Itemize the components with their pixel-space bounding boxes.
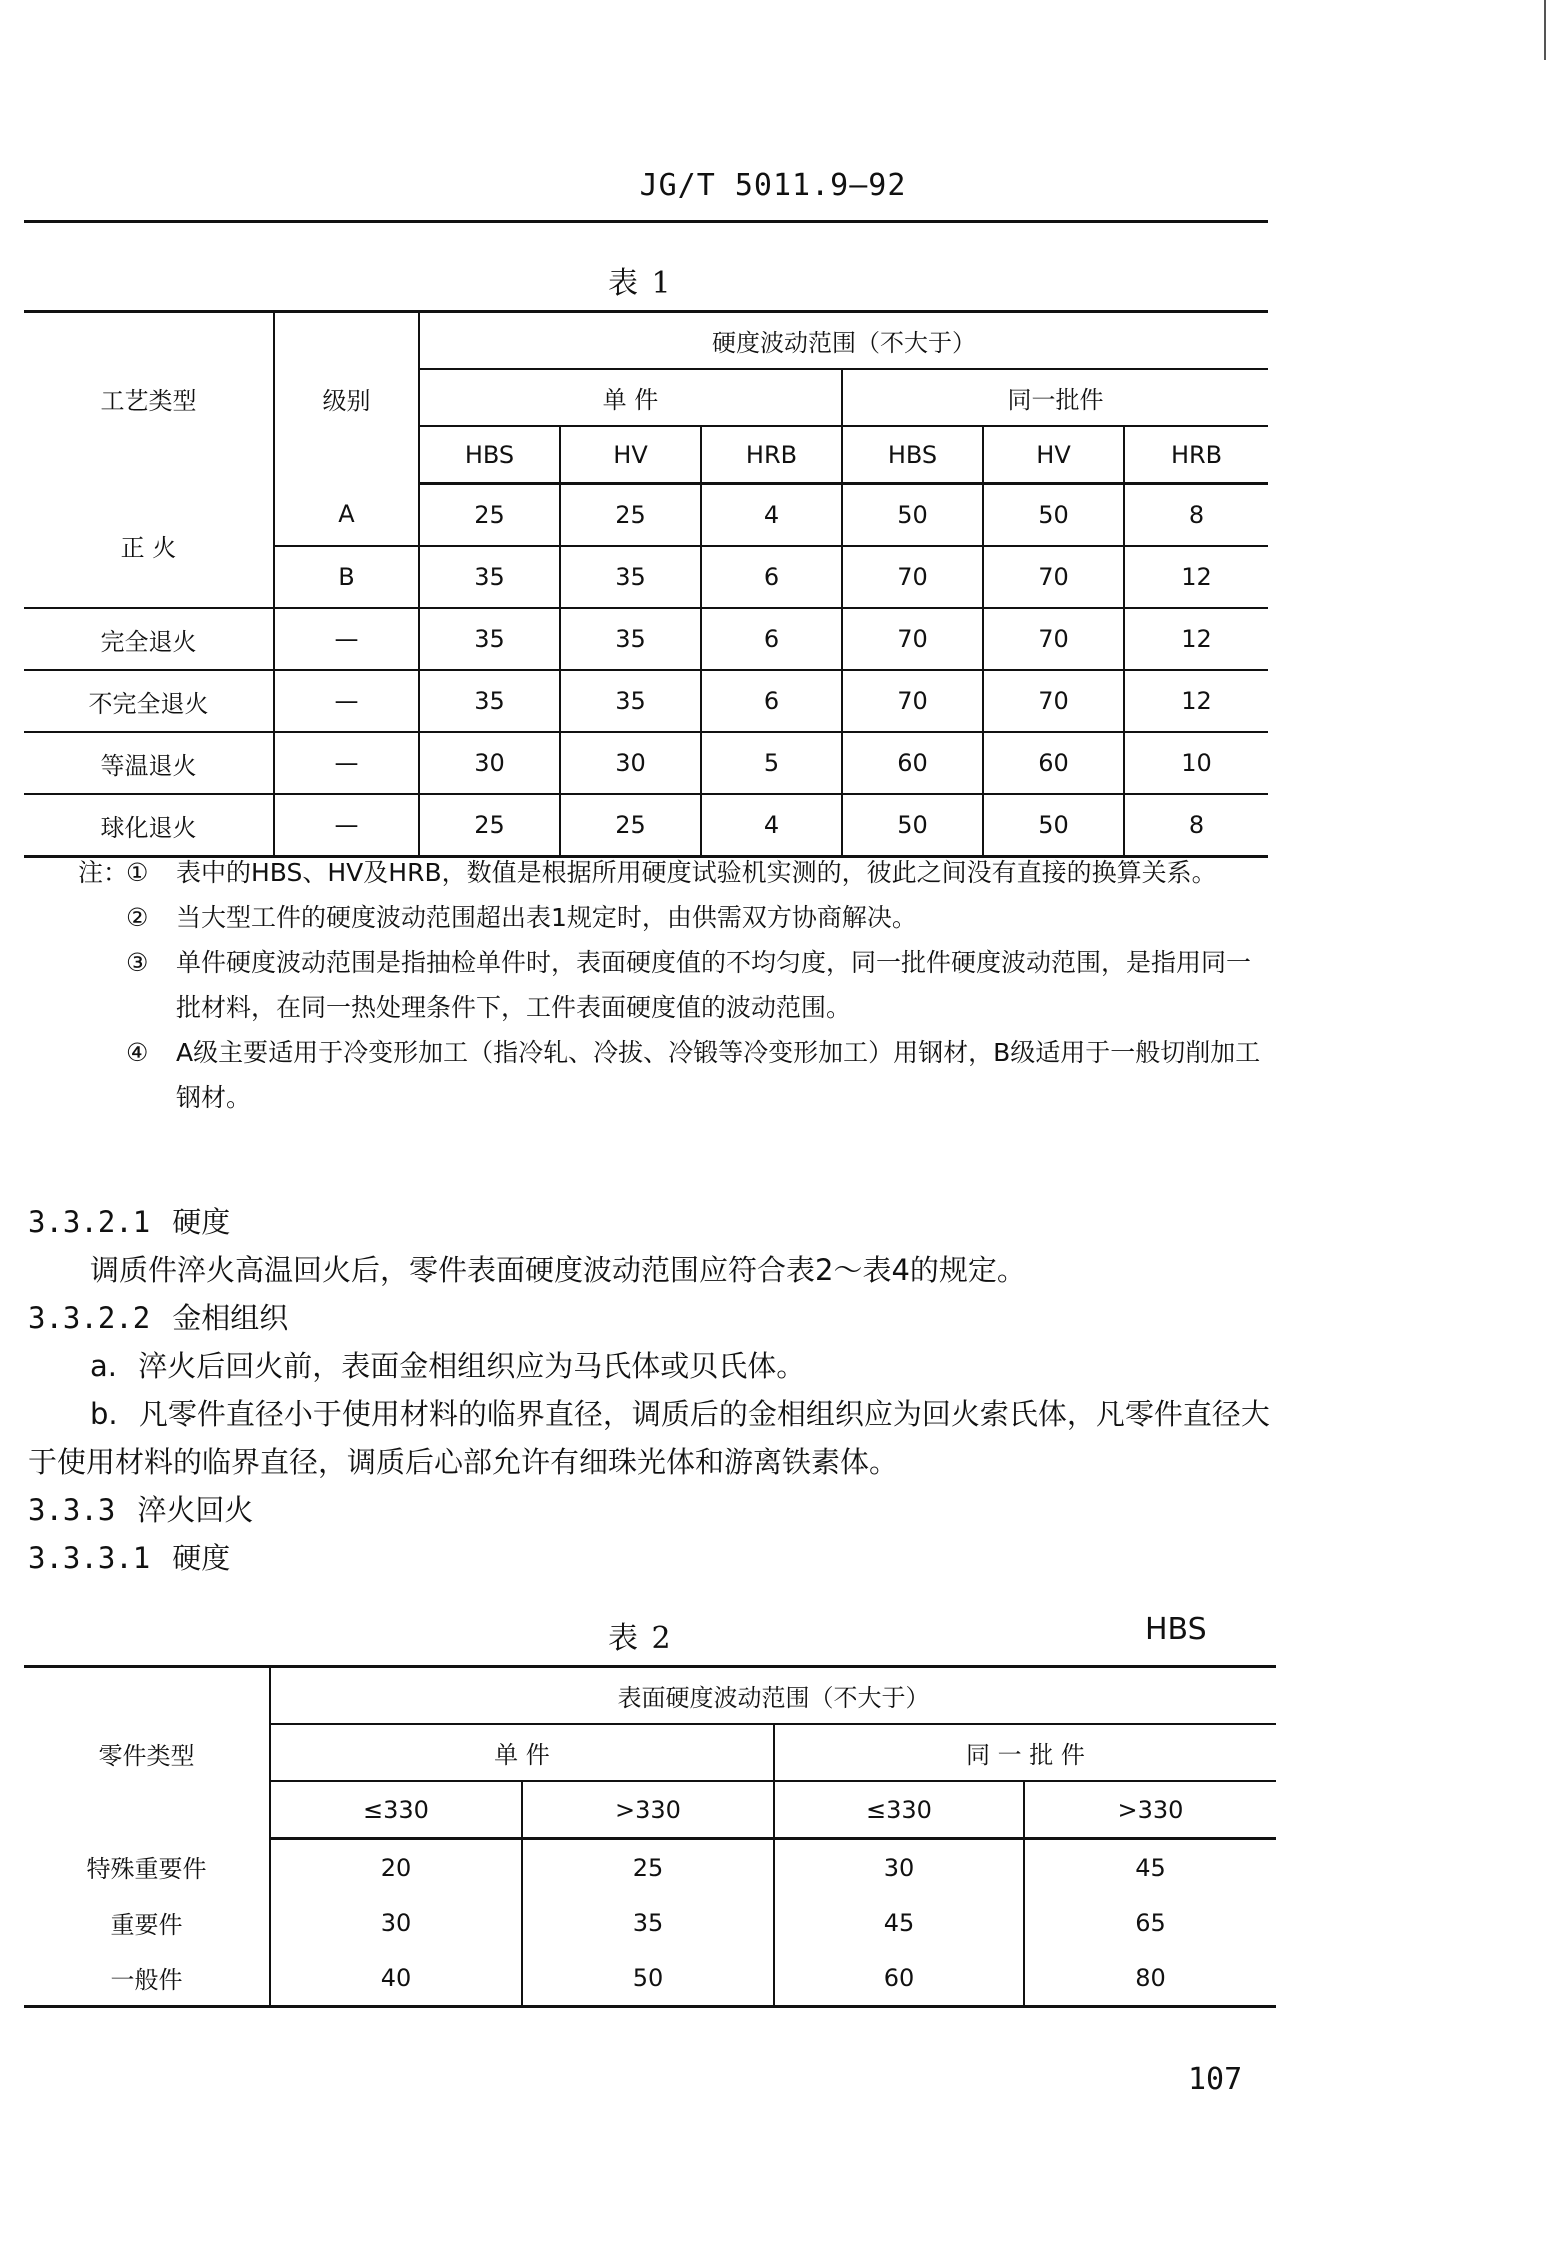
table1-cell-value: 35 (419, 546, 560, 608)
table1-cell-value: 70 (842, 546, 983, 608)
table1-unit: HBS (419, 426, 560, 484)
table2-cell-value: 65 (1024, 1895, 1276, 1950)
table1-cell-value: 70 (842, 608, 983, 670)
section-title: 硬度 (172, 1205, 231, 1239)
table2-group-single: 单 件 (270, 1724, 774, 1781)
table-row (24, 670, 1268, 732)
table2-cell-value: 30 (774, 1839, 1024, 1896)
table1-cell-value: 12 (1124, 608, 1268, 670)
table-row (24, 1839, 1276, 1896)
table1-unit: HV (983, 426, 1124, 484)
table2-cell-part: 重要件 (110, 1911, 183, 1939)
table2-title: 表 2 (608, 1621, 673, 1656)
table-row (24, 608, 1268, 670)
table1-cell-value: 35 (419, 670, 560, 732)
table1-cell-process: 完全退火 (24, 608, 274, 670)
section-number: 3.3.3 (28, 1493, 116, 1527)
table1-group-single: 单 件 (419, 369, 842, 426)
note-number: ③ (126, 948, 149, 977)
table2-cell-value: 25 (522, 1839, 774, 1896)
table1-cell-value: 8 (1124, 794, 1268, 857)
table1-unit: HV (560, 426, 701, 484)
section-heading (28, 1534, 1278, 1582)
table1-cell-value: 6 (701, 608, 842, 670)
page-number: 107 (1188, 2062, 1243, 2097)
table2-body (24, 1839, 1276, 2007)
table2-cell-value: 40 (270, 1950, 522, 2007)
table1-cell-process: 不完全退火 (24, 670, 274, 732)
table1-cell-value: 60 (842, 732, 983, 794)
table1-cell-grade: — (274, 608, 419, 670)
list-text: 凡零件直径小于使用材料的临界直径，调质后的金相组织应为回火索氏体，凡零件直径大于使用材料的临界直径，调质后心部允许有细珠光体和游离铁素体。 (28, 1397, 1270, 1479)
table1-cell-value: 70 (983, 670, 1124, 732)
table1-cell-value: 70 (842, 670, 983, 732)
table1-cell-process: 正 火 (120, 533, 177, 562)
table1-cell-value: 30 (560, 732, 701, 794)
table1-cell-value: 4 (701, 794, 842, 857)
standard-code: JG/T 5011.9—92 (639, 168, 907, 203)
table1-cell-grade: B (274, 546, 419, 608)
table1-group-batch: 同一批件 (842, 369, 1268, 426)
table1-header-grade: 级别 (274, 312, 419, 484)
table1-cell-grade: — (274, 794, 419, 857)
table1-cell-value: 35 (560, 670, 701, 732)
section-number: 3.3.2.2 (28, 1301, 151, 1335)
list-item-a (28, 1342, 1278, 1390)
table1-cell-value: 4 (701, 484, 842, 547)
table1-cell-grade: A (274, 484, 419, 547)
section-title: 硬度 (172, 1541, 231, 1575)
table-row (24, 794, 1268, 857)
body-text (28, 1198, 1278, 1582)
table1-cell-value: 70 (983, 546, 1124, 608)
table1-cell-value: 35 (560, 546, 701, 608)
table2-header-part: 零件类型 (98, 1741, 195, 1770)
table2-subcol: >330 (1024, 1781, 1276, 1839)
table1-cell-value: 50 (983, 484, 1124, 547)
table2-cell-value: 30 (270, 1895, 522, 1950)
note-item (78, 1030, 1273, 1120)
list-item-b (28, 1390, 1278, 1486)
note-text: 当大型工件的硬度波动范围超出表1规定时，由供需双方协商解决。 (176, 903, 917, 932)
table1 (24, 310, 1268, 858)
header-rule (24, 220, 1268, 223)
table2-cell-value: 80 (1024, 1950, 1276, 2007)
table1-cell-value: 25 (560, 794, 701, 857)
table1-cell-value: 35 (419, 608, 560, 670)
list-label: b. (90, 1397, 118, 1431)
paragraph: 调质件淬火高温回火后，零件表面硬度波动范围应符合表2～表4的规定。 (90, 1253, 1026, 1287)
table-row (24, 1950, 1276, 2007)
table2-cell-part: 一般件 (110, 1966, 183, 1994)
table1-cell-process: 等温退火 (24, 732, 274, 794)
table1-cell-value: 25 (560, 484, 701, 547)
table1-cell-value: 10 (1124, 732, 1268, 794)
section-title: 淬火回火 (137, 1493, 254, 1527)
note-text: 表中的HBS、HV及HRB，数值是根据所用硬度试验机实测的，彼此之间没有直接的换算关系。 (176, 858, 1217, 887)
table2-subcol: >330 (522, 1781, 774, 1839)
table1-title: 表 1 (608, 266, 673, 301)
table1-cell-process: 球化退火 (24, 794, 274, 857)
section-number: 3.3.2.1 (28, 1205, 151, 1239)
table2-group-batch: 同 一 批 件 (774, 1724, 1276, 1781)
table-row (24, 484, 1268, 547)
table1-body (24, 484, 1268, 857)
table1-cell-value: 50 (842, 794, 983, 857)
table1-cell-value: 5 (701, 732, 842, 794)
table1-cell-value: 35 (560, 608, 701, 670)
table2-cell-value: 20 (270, 1839, 522, 1896)
table2-cell-value: 45 (774, 1895, 1024, 1950)
notes-label: 注： (78, 858, 129, 887)
table1-header-process: 工艺类型 (100, 386, 197, 415)
table1-cell-value: 50 (983, 794, 1124, 857)
table1-cell-value: 6 (701, 546, 842, 608)
section-number: 3.3.3.1 (28, 1541, 151, 1575)
note-number: ① (126, 858, 149, 887)
table1-cell-value: 6 (701, 670, 842, 732)
table1-unit: HBS (842, 426, 983, 484)
note-number: ② (126, 903, 149, 932)
table2-subcol: ≤330 (774, 1781, 1024, 1839)
table2-cell-value: 35 (522, 1895, 774, 1950)
table1-cell-value: 30 (419, 732, 560, 794)
table1-notes (78, 850, 1273, 1120)
table1-cell-value: 8 (1124, 484, 1268, 547)
table1-cell-value: 25 (419, 794, 560, 857)
note-number: ④ (126, 1038, 149, 1067)
table2-cell-value: 45 (1024, 1839, 1276, 1896)
table1-cell-value: 25 (419, 484, 560, 547)
table2-unit: HBS (1145, 1612, 1207, 1647)
table1-cell-value: 50 (842, 484, 983, 547)
note-item (78, 850, 1273, 895)
table2-header-range: 表面硬度波动范围（不大于） (270, 1667, 1276, 1725)
table1-unit: HRB (1124, 426, 1268, 484)
table2-cell-value: 50 (522, 1950, 774, 2007)
table1-header-range: 硬度波动范围（不大于） (419, 312, 1268, 370)
note-text: A级主要适用于冷变形加工（指冷轧、冷拔、冷锻等冷变形加工）用钢材，B级适用于一般切削加工钢材。 (176, 1038, 1261, 1112)
note-text: 单件硬度波动范围是指抽检单件时，表面硬度值的不均匀度，同一批件硬度波动范围，是指用同一批材料，在同一热处理条件下，工件表面硬度值的波动范围。 (176, 948, 1252, 1022)
table1-cell-value: 12 (1124, 670, 1268, 732)
table2 (24, 1665, 1276, 2008)
section-heading (28, 1486, 1278, 1534)
table1-cell-grade: — (274, 670, 419, 732)
table2-cell-part: 特殊重要件 (86, 1855, 207, 1884)
table1-cell-value: 60 (983, 732, 1124, 794)
table1-cell-value: 12 (1124, 546, 1268, 608)
table1-cell-value: 70 (983, 608, 1124, 670)
table2-cell-value: 60 (774, 1950, 1024, 2007)
section-heading (28, 1198, 1278, 1246)
note-item (78, 940, 1273, 1030)
section-title: 金相组织 (172, 1301, 289, 1335)
table2-subcol: ≤330 (270, 1781, 522, 1839)
section-heading (28, 1294, 1278, 1342)
note-item (78, 895, 1273, 940)
table1-unit: HRB (701, 426, 842, 484)
table1-cell-grade: — (274, 732, 419, 794)
list-label: a. (90, 1349, 117, 1383)
list-text: 淬火后回火前，表面金相组织应为马氏体或贝氏体。 (138, 1349, 806, 1383)
table-row (24, 732, 1268, 794)
table-row (24, 1895, 1276, 1950)
